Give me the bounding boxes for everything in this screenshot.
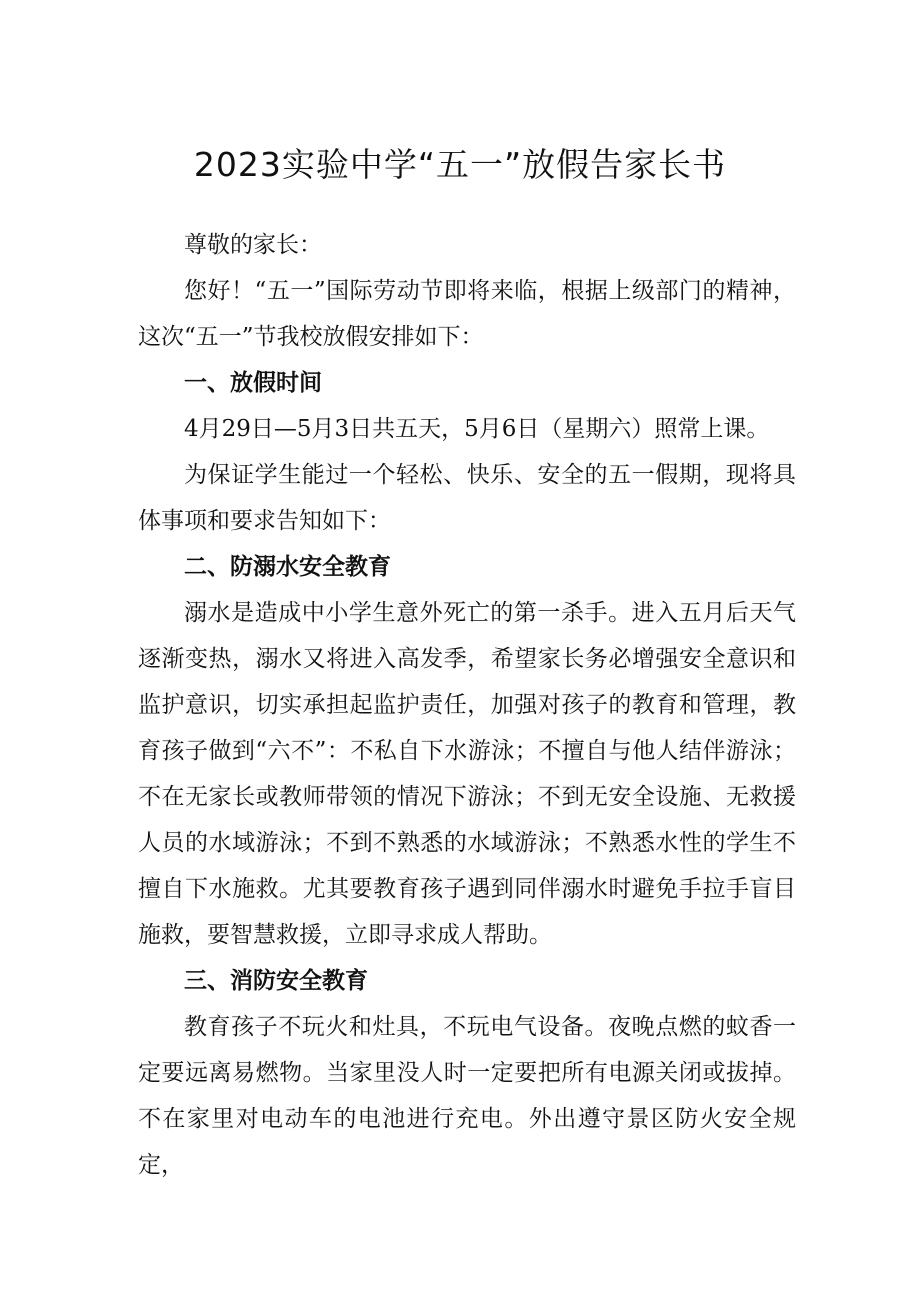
holiday-dates-paragraph: 4月29日—5月3日共五天，5月6日（星期六）照常上课。 — [184, 416, 770, 442]
notice-paragraph: 为保证学生能过一个轻松、快乐、安全的五一假期，现将具体事项和要求告知如下： — [138, 462, 796, 534]
section-heading-holiday-time: 一、放假时间 — [184, 370, 322, 396]
section-heading-fire-safety: 三、消防安全教育 — [184, 968, 368, 994]
drowning-safety-paragraph: 溺水是造成中小学生意外死亡的第一杀手。进入五月后天气逐渐变热，溺水又将进入高发季，希望家长务必增强安全意识和监护意识，切实承担起监护责任，加强对孩子的教育和管理，教育孩子做到“六不”：不私自下水游泳；不擅自与他人结伴游泳；不在无家长或教师带领的情况下游泳；不到无安全设施、无救援人员的水域游泳；不到不熟悉的水域游泳；不熟悉水性的学生不擅自下水施救。尤其要教育孩子遇到同伴溺水时避免手拉手盲目施救，要智慧救援，立即寻求成人帮助。 — [138, 600, 796, 948]
fire-safety-paragraph: 教育孩子不玩火和灶具，不玩电气设备。夜晚点燃的蚊香一定要远离易燃物。当家里没人时一定要把所有电源关闭或拔掉。不在家里对电动车的电池进行充电。外出遵守景区防火安全规定， — [138, 1014, 796, 1178]
document-body — [138, 222, 796, 1188]
intro-paragraph: 您好！“五一”国际劳动节即将来临，根据上级部门的精神，这次“五一”节我校放假安排如下： — [138, 278, 796, 350]
greeting: 尊敬的家长： — [184, 232, 322, 258]
section-heading-drowning-safety: 二、防溺水安全教育 — [184, 554, 391, 580]
document-title: 2023实验中学“五一”放假告家长书 — [193, 145, 727, 184]
